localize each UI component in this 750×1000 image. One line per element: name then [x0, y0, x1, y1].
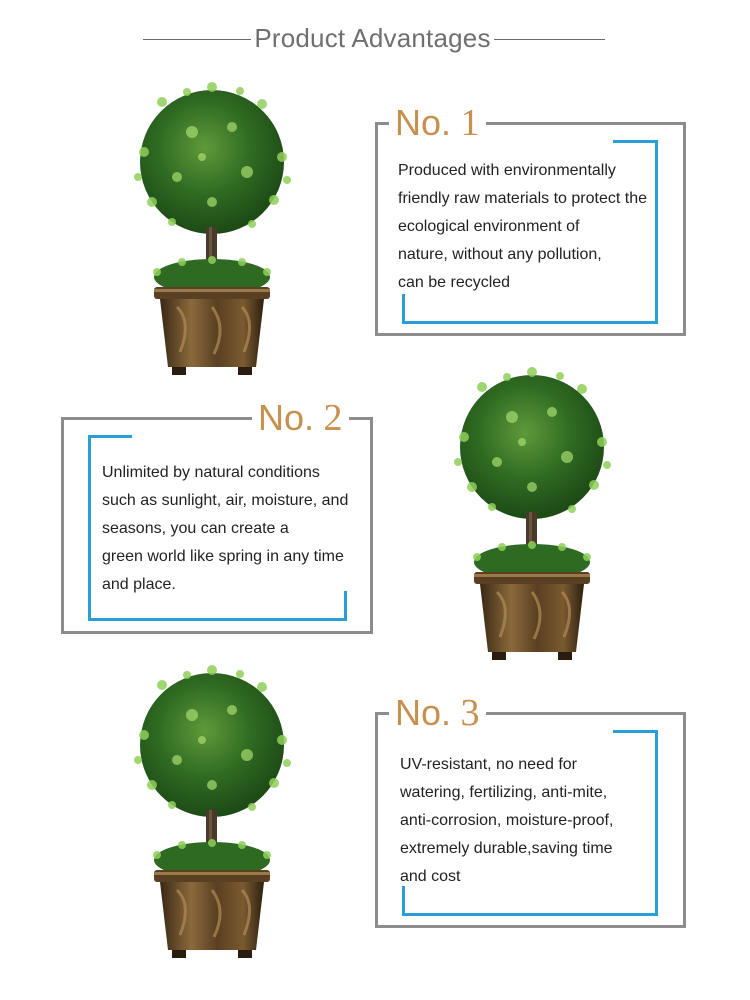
text-line: green world like spring in any time — [102, 548, 344, 565]
topiary-plant-image — [132, 665, 292, 960]
text-line: UV-resistant, no need for — [400, 756, 577, 773]
text-line: friendly raw materials to protect the — [398, 190, 647, 207]
number-digit: 1 — [460, 102, 480, 144]
advantage-text-2 — [102, 459, 348, 599]
text-line: ecological environment of — [398, 218, 580, 235]
frame-blue-left — [402, 294, 405, 324]
advantage-card-1 — [375, 100, 687, 340]
page-title: Product Advantages — [254, 23, 491, 53]
advantage-card-3 — [375, 690, 687, 930]
text-line: and cost — [400, 868, 461, 885]
text-line: nature, without any pollution, — [398, 246, 602, 263]
text-line: seasons, you can create a — [102, 520, 289, 537]
frame-blue-top — [88, 435, 132, 438]
advantage-text-1 — [398, 157, 647, 297]
text-line: can be recycled — [398, 274, 511, 291]
text-line: and place. — [102, 576, 176, 593]
number-prefix: No. — [258, 397, 315, 438]
text-line: Produced with environmentally — [398, 162, 616, 179]
text-line: Unlimited by natural conditions — [102, 464, 320, 481]
section-header — [0, 20, 750, 56]
topiary-plant-image — [452, 367, 612, 662]
text-line: such as sunlight, air, moisture, and — [102, 492, 349, 509]
advantage-number-1 — [389, 100, 486, 146]
text-line: extremely durable,saving time — [400, 840, 613, 857]
advantage-number-2 — [252, 395, 349, 441]
header-rule-right — [494, 39, 605, 40]
number-digit: 3 — [460, 692, 480, 734]
header-rule-left — [143, 39, 251, 40]
number-prefix: No. — [395, 102, 452, 143]
frame-blue-top — [613, 730, 658, 733]
text-line: anti-corrosion, moisture-proof, — [400, 812, 614, 829]
topiary-plant-image — [132, 82, 292, 377]
number-prefix: No. — [395, 692, 452, 733]
advantage-text-3 — [400, 751, 613, 891]
advantage-card-2 — [61, 395, 375, 635]
text-line: watering, fertilizing, anti-mite, — [400, 784, 608, 801]
frame-blue-top — [613, 140, 658, 143]
number-digit: 2 — [323, 397, 343, 439]
advantage-number-3 — [389, 690, 486, 736]
